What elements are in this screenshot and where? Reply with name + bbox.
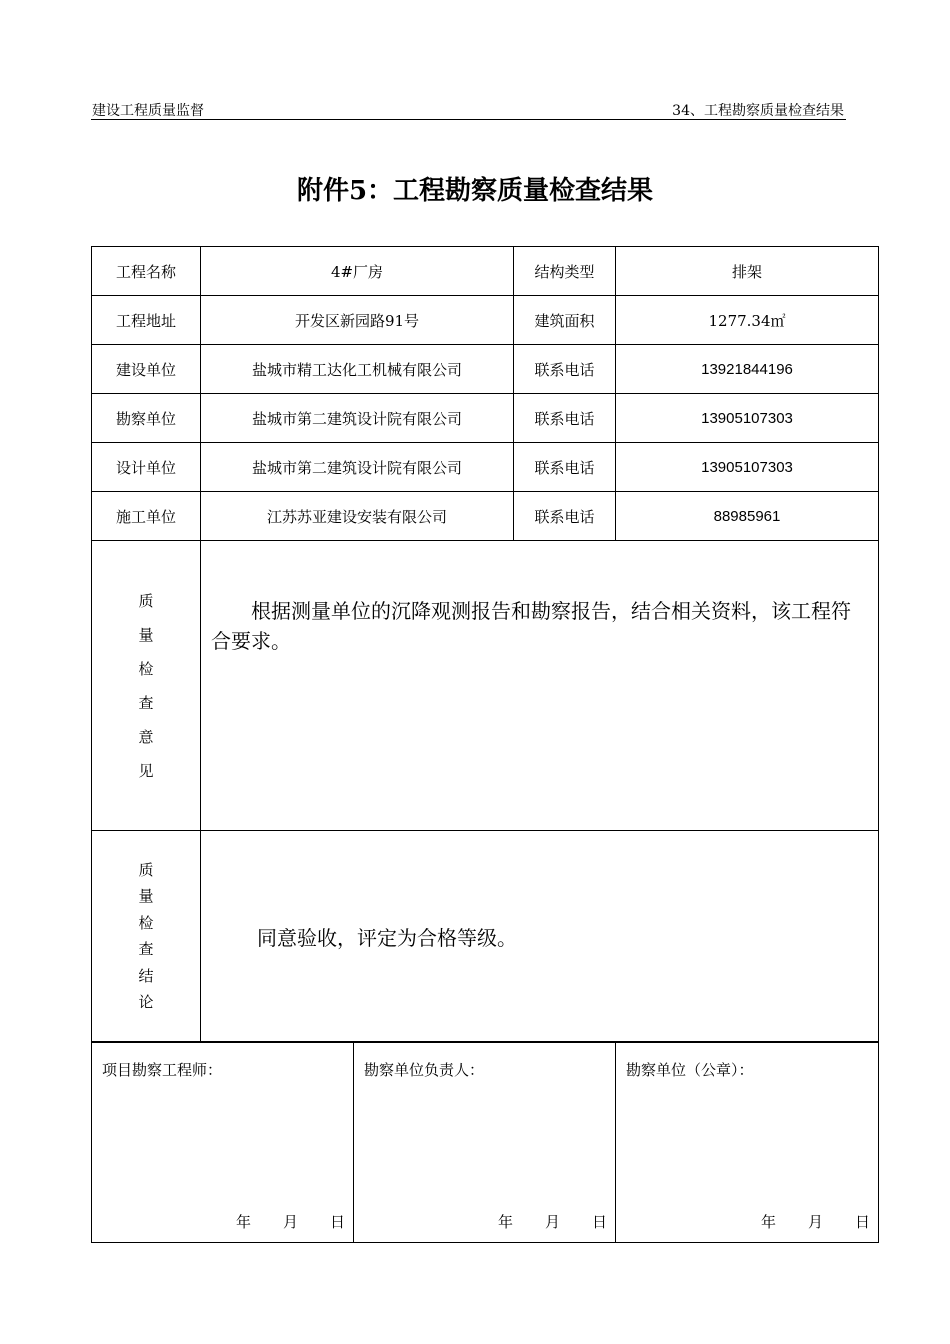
- survey-unit-value: 盐城市第二建筑设计院有限公司: [201, 394, 514, 443]
- conclusion-label-char: 检: [138, 913, 154, 932]
- opinion-label-char: 意: [138, 727, 154, 746]
- year-label: 年: [497, 1213, 513, 1231]
- project-name-label: 工程名称: [92, 247, 201, 296]
- survey-unit-label: 勘察单位: [92, 394, 201, 443]
- construction-unit-label: 建设单位: [92, 345, 201, 394]
- conclusion-label-char: 量: [138, 887, 154, 905]
- opinion-label-char: 检: [138, 659, 154, 678]
- opinion-text: 根据测量单位的沉降观测报告和勘察报告，结合相关资料，该工程符合要求。: [211, 599, 851, 653]
- engineer-signature-label: 项目勘察工程师：: [102, 1061, 223, 1079]
- project-address-label: 工程地址: [92, 296, 201, 345]
- construction-unit-value: 盐城市精工达化工机械有限公司: [201, 345, 514, 394]
- phone-label: 联系电话: [514, 492, 616, 541]
- seal-signature-label: 勘察单位（公章）：: [626, 1061, 754, 1079]
- signature-cell-seal: [616, 1043, 879, 1243]
- table-row: [92, 296, 879, 345]
- design-unit-value: 盐城市第二建筑设计院有限公司: [201, 443, 514, 492]
- day-label: 日: [854, 1213, 870, 1231]
- month-label: 月: [544, 1213, 560, 1231]
- project-name-value: 4#厂房: [201, 247, 514, 296]
- conclusion-label-char: 质: [138, 860, 154, 879]
- conclusion-label-char: 查: [138, 940, 154, 958]
- building-area-value: 1277.34㎡: [616, 296, 879, 345]
- opinion-label-char: 见: [138, 761, 154, 780]
- month-label: 月: [282, 1213, 298, 1231]
- signature-cell-engineer: [92, 1043, 354, 1243]
- date-line: [761, 1211, 870, 1232]
- date-line: [498, 1211, 607, 1232]
- header-right: 34、工程勘察质量检查结果: [672, 103, 844, 119]
- opinion-label-char: 质: [138, 591, 154, 610]
- project-info-table: [91, 246, 879, 1042]
- table-row: [92, 443, 879, 492]
- building-area-label: 建筑面积: [514, 296, 616, 345]
- phone-label: 联系电话: [514, 345, 616, 394]
- contractor-value: 江苏苏亚建设安装有限公司: [201, 492, 514, 541]
- year-label: 年: [760, 1213, 776, 1231]
- year-label: 年: [235, 1213, 251, 1231]
- table-row: [92, 247, 879, 296]
- opinion-cell: [201, 541, 879, 831]
- design-unit-label: 设计单位: [92, 443, 201, 492]
- conclusion-text: 同意验收，评定为合格等级。: [257, 925, 517, 950]
- header-divider: [91, 119, 846, 120]
- opinion-label-char: 量: [138, 625, 154, 644]
- conclusion-row: [92, 831, 879, 1042]
- contractor-label: 施工单位: [92, 492, 201, 541]
- day-label: 日: [329, 1213, 345, 1231]
- signature-table: [91, 1042, 879, 1243]
- phone-label: 联系电话: [514, 394, 616, 443]
- header-left: 建设工程质量监督: [92, 103, 204, 119]
- phone-label: 联系电话: [514, 443, 616, 492]
- phone-value: 13921844196: [616, 345, 879, 394]
- opinion-label: [92, 541, 201, 831]
- phone-value: 88985961: [616, 492, 879, 541]
- day-label: 日: [591, 1213, 607, 1231]
- conclusion-label-char: 论: [138, 993, 154, 1011]
- structure-type-label: 结构类型: [514, 247, 616, 296]
- conclusion-label-char: 结: [138, 966, 154, 985]
- page-title: 附件5：工程勘察质量检查结果: [296, 176, 654, 206]
- project-address-value: 开发区新园路91号: [201, 296, 514, 345]
- signature-cell-manager: [354, 1043, 616, 1243]
- table-row: [92, 492, 879, 541]
- month-label: 月: [807, 1213, 823, 1231]
- conclusion-cell: [201, 831, 879, 1042]
- conclusion-label: [92, 831, 201, 1042]
- phone-value: 13905107303: [616, 443, 879, 492]
- phone-value: 13905107303: [616, 394, 879, 443]
- structure-type-value: 排架: [616, 247, 879, 296]
- table-row: [92, 345, 879, 394]
- table-row: [92, 394, 879, 443]
- opinion-label-char: 查: [138, 693, 154, 712]
- manager-signature-label: 勘察单位负责人：: [364, 1061, 485, 1079]
- opinion-row: [92, 541, 879, 831]
- date-line: [236, 1211, 345, 1232]
